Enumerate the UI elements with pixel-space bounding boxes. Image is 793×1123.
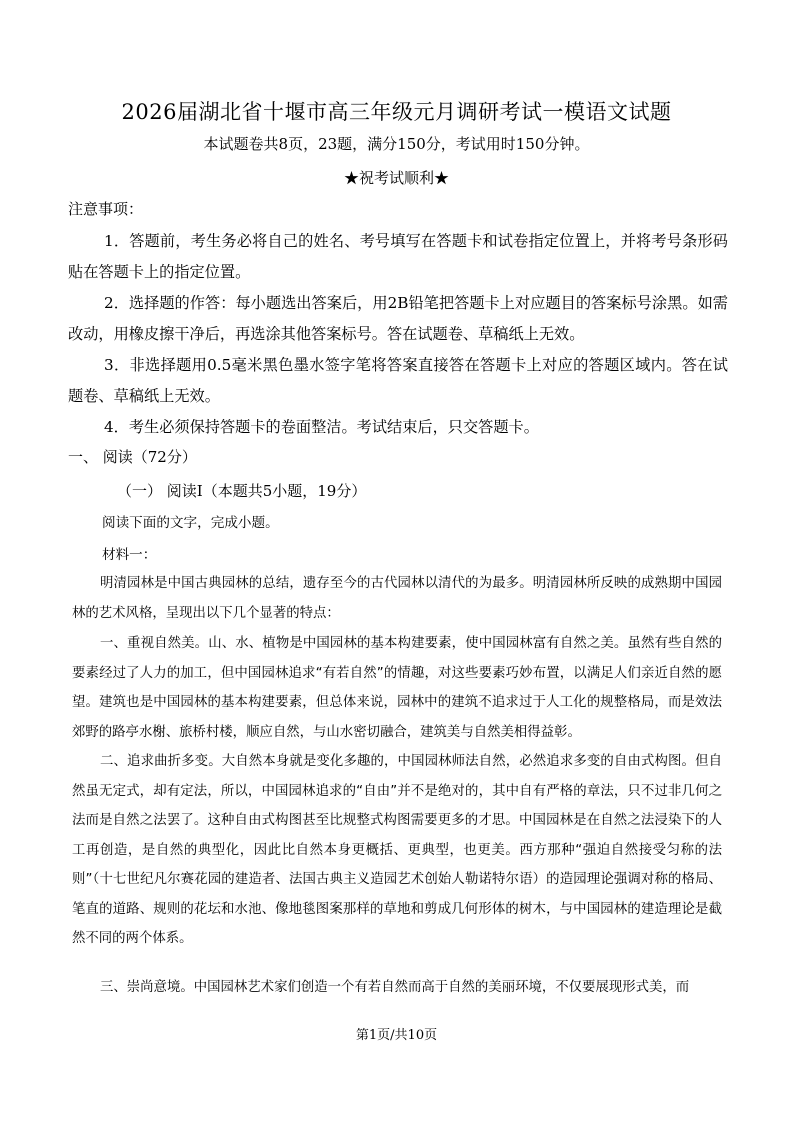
note-item-2: 2．选择题的作答：每小题选出答案后，用2B铅笔把答题卡上对应题目的答案标号涂黑。如需改动，用橡皮擦干净后，再选涂其他答案标号。答在试题卷、草稿纸上无效。 [68,294,728,343]
reading-instruction: 阅读下面的文字，完成小题。 [102,515,279,531]
note-item-3: 3．非选择题用0.5毫米黑色墨水签字笔将答案直接答在答题卡上对应的答题区域内。答在试题卷、草稿纸上无效。 [68,356,728,405]
exam-info: 本试题卷共8页，23题，满分150分，考试用时150分钟。 [203,135,590,153]
notes-heading: 注意事项： [68,200,144,218]
material-label: 材料一： [102,547,157,563]
page-title: 2026届湖北省十堰市高三年级元月调研考试一模语文试题 [121,100,672,124]
passage-paragraph-3: 三、崇尚意境。中国园林艺术家们创造一个有若自然而高于自然的美丽环境，不仅要展现形式美，而 [100,980,690,995]
note-item-1: 1．答题前，考生务必将自己的姓名、考号填写在答题卡和试卷指定位置上，并将考号条形码贴在答题卡上的指定位置。 [68,232,728,281]
passage-paragraph-intro: 明清园林是中国古典园林的总结，遗存至今的古代园林以清代的为最多。明清园林所反映的成熟期中国园林的艺术风格，呈现出以下几个显著的特点： [72,576,722,621]
blessing-line: ★祝考试顺利★ [343,169,449,187]
passage-paragraph-1: 一、重视自然美。山、水、植物是中国园林的基本构建要素，使中国园林富有自然之美。虽然有些自然的要素经过了人力的加工，但中国园林追求“有若自然”的情趣，对这些要素巧妙布置，以满足人们亲近自然的愿望。建筑也是中国园林的基本构建要素，但总体来说，园林中的建筑不追求过于人工化的规整格局，而是效法郊野的路亭水榭、旅桥村楼，顺应自然，与山水密切融合，建筑美与自然美相得益彰。 [72,636,722,740]
subsection-heading: （一） 阅读Ⅰ（本题共5小题，19分） [117,482,367,500]
page-number: 第1页/共10页 [355,1028,438,1043]
section-heading: 一、 阅读（72分） [68,448,197,466]
note-item-4: 4．考生必须保持答题卡的卷面整洁。考试结束后，只交答题卡。 [104,418,539,436]
passage-paragraph-2: 二、追求曲折多变。大自然本身就是变化多趣的，中国园林师法自然，必然追求多变的自由式构图。但自然虽无定式，却有定法，所以，中国园林追求的“自由”并不是绝对的，其中自有严格的章法，只不过非几何之法而是自然之法罢了。这种自由式构图甚至比规整式构图需要更多的才思。中国园林是在自然之法浸染下的人工再创造，是自然的典型化，因此比自然本身更概括、更典型，也更美。西方那种“强迫自然接受匀称的法则”（十七世纪凡尔赛花园的建造者、法国古典主义造园艺术创始人勒诺特尔语）的造园理论强调对称的格局、笔直的道路、规则的花坛和水池、像地毯图案那样的草地和剪成几何形体的树木，与中国园林的建造理论是截然不同的两个体系。 [72,754,722,946]
